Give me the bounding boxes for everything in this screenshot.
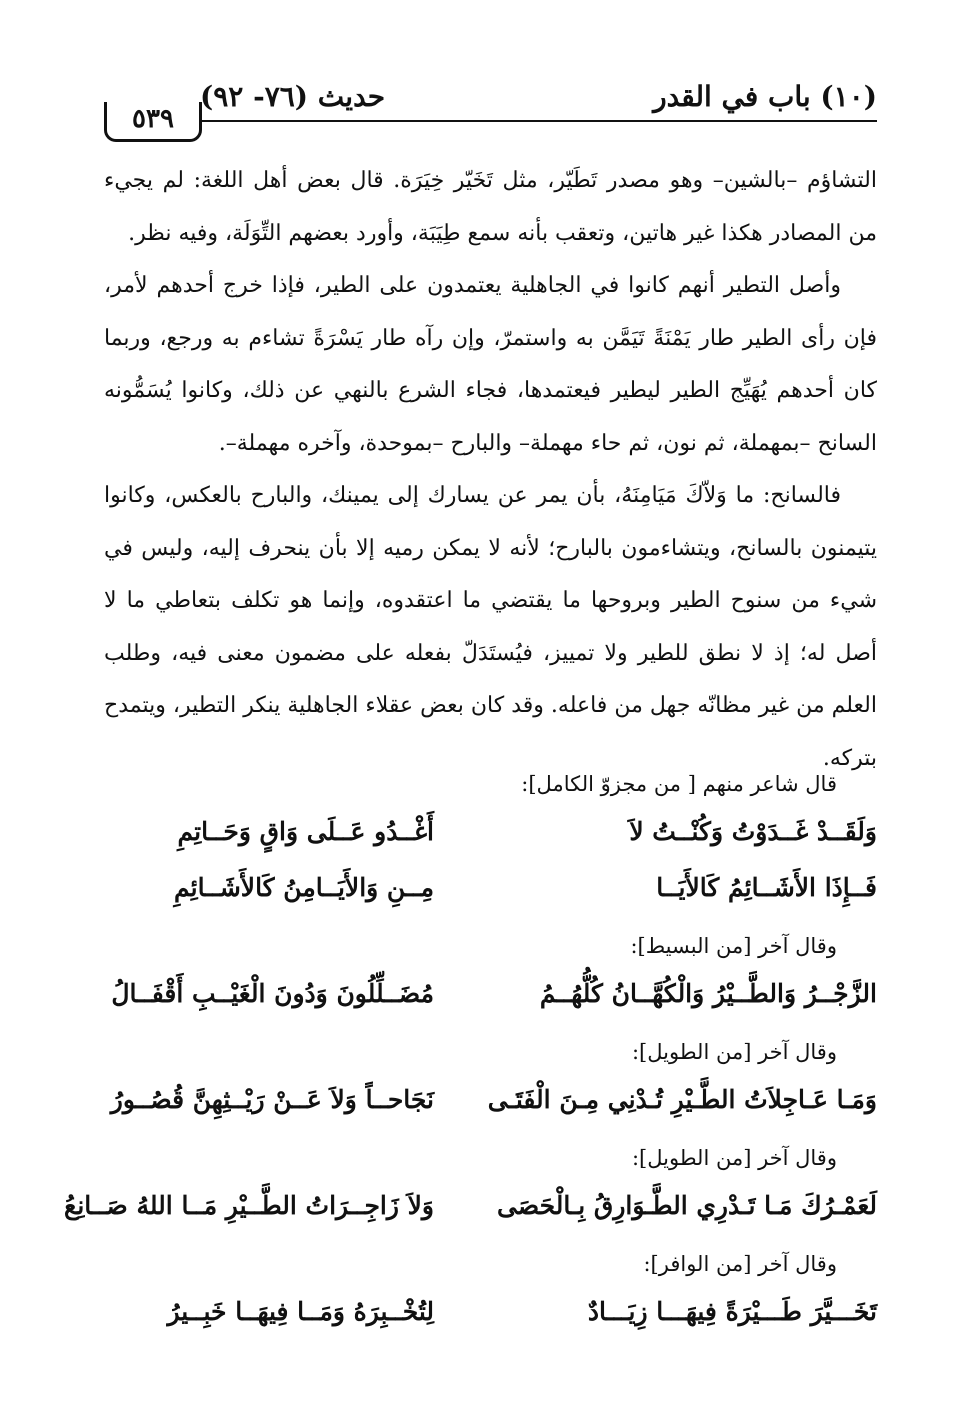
verse-line [64, 1180, 877, 1232]
verse-line [104, 1074, 877, 1126]
verse-line [104, 806, 877, 858]
paragraph-2: وأصل التطير أنهم كانوا في الجاهلية يعتمدون على الطير، فإذا خرج أحدهم لأمر، فإن رأى الطير طار يَمْنَةً تَيَمَّن به واستمرّ، وإن رآه طار يَسْرَةً تشاءم به ورجع، وربما كان أحدهم يُهَيِّج الطير ليطير فيعتمدها، فجاء الشرع بالنهي عن ذلك، وكانوا يُسَمُّونه السانح –بمهملة، ثم نون، ثم حاء مهملة– والبارح –بموحدة، وآخره مهملة–. [104, 273, 877, 456]
prose-body [104, 155, 877, 785]
verse-first-hemistich: وَلَقَــدْ غَــدَوْتُ وَكُنْــتُ لاَ [629, 817, 877, 846]
verse-second-hemistich: وَلاَ زَاجِــرَاتُ الطَّــيْرِ مَــا اللهُ صَــانِعُ [64, 1191, 434, 1220]
verse-first-hemistich: وَمَـا عَـاجِلاَتُ الطَّـيْرِ تُـدْنِي مِـنَ الْفَتَـى [487, 1085, 877, 1114]
poem-intro: وقال آخر [من الطويل]: [631, 1146, 837, 1170]
verse-second-hemistich: أَغْــدُو عَــلَى وَاقٍ وَحَــاتِمِ [177, 817, 434, 846]
verse-line [104, 862, 877, 914]
header-rule [202, 120, 877, 122]
poem-intro: وقال آخر [من الوافر]: [643, 1252, 837, 1276]
page-number-box [104, 102, 202, 142]
poem-intro: قال شاعر منهم [ من مجزوّ الكامل]: [521, 772, 837, 796]
paragraph-3: فالسانح: ما وَلاّكَ مَيَامِنَهُ، بأن يمر عن يسارك إلى يمينك، والبارح بالعكس، وكانوا يتيمنون بالسانح، ويتشاءمون بالبارح؛ لأنه لا يمكن رميه إلا بأن ينحرف إليه، وليس في شيء من سنوح الطير وبروحها ما يقتضي ما اعتقدوه، وإنما هو تكلف بتعاطي ما لا أصل له؛ إذ لا نطق للطير ولا تمييز، فيُستَدَلّ بفعله على مضمون معنى فيه، وطلب العلم من غير مظانّه جهل من فاعله. وقد كان بعض عقلاء الجاهلية ينكر التطير، ويتمدح بتركه. [104, 483, 877, 771]
poem-intro: وقال آخر [من البسيط]: [630, 934, 837, 958]
poetry-section [64, 762, 877, 1342]
verse-line [104, 1286, 877, 1338]
verse-second-hemistich: نَجَاحــاً وَلاَ عَــنْ رَيْــثِهِنَّ قُصُــورُ [110, 1085, 434, 1114]
hadith-range: حديث (٧٦- ٩٢) [200, 80, 386, 113]
paragraph-1: التشاؤم –بالشين– وهو مصدر تَطَيّر، مثل تَخَيّر خِيَرَة. قال بعض أهل اللغة: لم يجيء من المصادر هكذا غير هاتين، وتعقب بأنه سمع طِيَبَة، وأورد بعضهم التِّوَلَة، وفيه نظر. [104, 168, 877, 246]
verse-first-hemistich: الزَّجْــرُ وَالطَّــيْرُ وَالْكُهَّــانُ كُلُّهُــمُ [539, 979, 877, 1008]
poem-intro: وقال آخر [من الطويل]: [631, 1040, 837, 1064]
chapter-title: (١٠) باب في القدر [653, 80, 877, 113]
page-number: ٥٣٩ [132, 104, 174, 134]
verse-second-hemistich: مُضَــلِّلُونَ وَدُونَ الْغَيْــبِ أَقْفَــالُ [111, 979, 434, 1008]
verse-second-hemistich: مِــنِ وَالأَيَــامِنُ كَالأَشَــائِمِ [174, 873, 434, 902]
verse-second-hemistich: لِتُخْــبِرَهُ وَمَــا فِيهَــا خَبِــيرُ [167, 1297, 434, 1326]
verse-line [104, 968, 877, 1020]
verse-first-hemistich: لَعَمْـرُكَ مَـا تَـدْرِي الطَّـوَارِقُ بِـالْحَصَى [497, 1191, 877, 1220]
verse-first-hemistich: فَــإِذَا الأَشَــائِمُ كَالأَيَــا [656, 873, 877, 902]
verse-first-hemistich: تَخَـــيَّرَ طَـــيْرَةً فِيهَـــا زِيَـــادٌ [587, 1297, 877, 1326]
